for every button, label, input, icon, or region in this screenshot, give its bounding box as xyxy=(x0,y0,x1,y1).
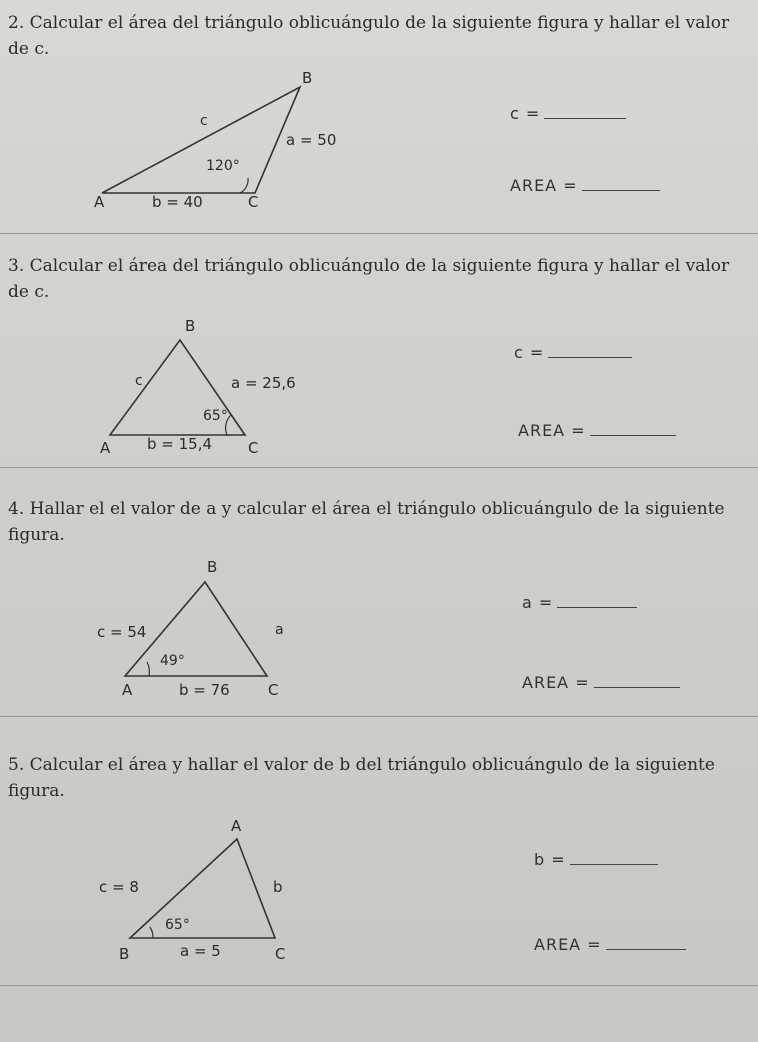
side-label-a: a = 50 xyxy=(286,131,337,149)
answer-label: AREA = xyxy=(518,421,586,440)
vertex-label-A: A xyxy=(231,817,242,835)
question-3-line-1: 3. Calcular el área del triángulo oblicuángulo de la siguiente figura y hallar el valor xyxy=(8,256,730,276)
triangle-figure-5 xyxy=(95,815,355,975)
triangle-figure-3 xyxy=(95,313,355,463)
question-5-text xyxy=(8,752,743,804)
side-label-c: c = 54 xyxy=(97,623,147,641)
vertex-label-A: A xyxy=(122,681,133,699)
side-label-b: b = 15,4 xyxy=(147,435,213,453)
answer-a-4[interactable] xyxy=(522,593,637,612)
answer-c-2[interactable] xyxy=(510,104,626,123)
angle-label: 120° xyxy=(206,158,240,174)
vertex-label-C: C xyxy=(275,945,286,963)
vertex-label-B: B xyxy=(302,69,313,87)
question-3-text xyxy=(8,253,743,305)
question-4-line-1: 4. Hallar el el valor de a y calcular el área el triángulo oblicuángulo de la siguiente xyxy=(8,499,725,519)
question-2-line-2: de c. xyxy=(8,39,50,59)
question-4 xyxy=(0,488,758,718)
question-5-line-2: figura. xyxy=(8,781,65,801)
divider xyxy=(0,985,758,986)
side-label-c: c = 8 xyxy=(99,878,139,896)
question-2-text xyxy=(8,10,743,62)
question-3-line-2: de c. xyxy=(8,282,50,302)
question-5-line-1: 5. Calcular el área y hallar el valor de b del triángulo oblicuángulo de la siguiente xyxy=(8,755,715,775)
side-label-b: b = 76 xyxy=(179,681,230,699)
answer-area-3[interactable] xyxy=(518,421,676,440)
vertex-label-C: C xyxy=(248,439,259,457)
question-4-line-2: figura. xyxy=(8,525,65,545)
question-2-line-1: 2. Calcular el área del triángulo oblicuángulo de la siguiente figura y hallar el valor xyxy=(8,13,730,33)
side-label-c: c xyxy=(200,113,208,129)
vertex-label-B: B xyxy=(119,945,130,963)
divider xyxy=(0,233,758,234)
side-label-b: b = 40 xyxy=(152,193,203,211)
answer-label: AREA = xyxy=(534,935,602,954)
side-label-a: a = 25,6 xyxy=(231,374,296,392)
triangle-figure-2 xyxy=(90,65,390,215)
answer-label: b = xyxy=(534,850,566,869)
answer-label: c = xyxy=(514,343,545,362)
angle-label: 49° xyxy=(160,653,185,669)
question-4-text xyxy=(8,496,743,548)
side-label-a: a xyxy=(275,622,284,638)
vertex-label-B: B xyxy=(185,317,196,335)
triangle-figure-4 xyxy=(95,558,355,708)
answer-b-5[interactable] xyxy=(534,850,658,869)
answer-area-5[interactable] xyxy=(534,935,686,954)
answer-label: a = xyxy=(522,593,554,612)
side-label-a: a = 5 xyxy=(180,942,221,960)
vertex-label-B: B xyxy=(207,558,218,576)
divider xyxy=(0,467,758,468)
answer-area-2[interactable] xyxy=(510,176,660,195)
answer-area-4[interactable] xyxy=(522,673,680,692)
question-3 xyxy=(0,245,758,470)
answer-label: AREA = xyxy=(510,176,578,195)
vertex-label-C: C xyxy=(248,193,259,211)
vertex-label-C: C xyxy=(268,681,279,699)
side-label-b: b xyxy=(273,878,283,896)
answer-c-3[interactable] xyxy=(514,343,632,362)
divider xyxy=(0,716,758,717)
vertex-label-A: A xyxy=(100,439,111,457)
answer-label: c = xyxy=(510,104,541,123)
answer-label: AREA = xyxy=(522,673,590,692)
question-5 xyxy=(0,740,758,990)
angle-label: 65° xyxy=(203,408,228,424)
question-2 xyxy=(0,0,758,235)
vertex-label-A: A xyxy=(94,193,105,211)
side-label-c: c xyxy=(135,373,143,389)
angle-label: 65° xyxy=(165,917,190,933)
